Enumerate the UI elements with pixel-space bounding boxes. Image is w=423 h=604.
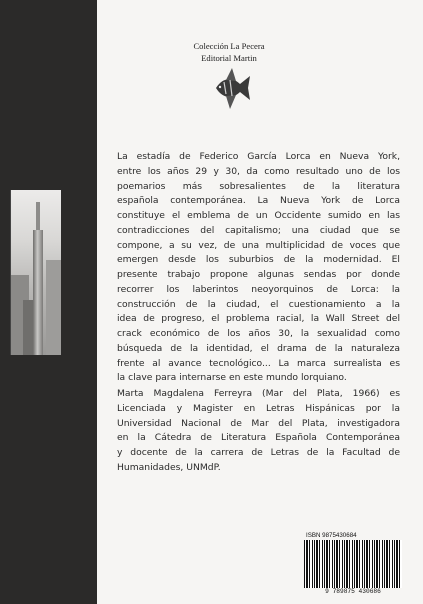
text-line: compone, a su vez, de una multiplicidad de voces que <box>117 239 400 251</box>
barcode-digits: 9 789875 430686 <box>325 588 381 595</box>
cityscape-photo <box>10 190 61 355</box>
collection-name: Colección La Pecera <box>193 41 265 51</box>
text-line: idea de progreso, el problema racial, la Wall Street del <box>117 313 400 325</box>
text-line: contradicciones del capitalismo; una ciudad que se <box>117 224 400 236</box>
text-line: Universidad Nacional de Mar del Plata, investigadora <box>117 417 400 429</box>
building-shape <box>46 260 61 355</box>
synopsis-paragraph <box>117 150 400 386</box>
text-line: frente al avance tecnológico... La marca surrealista es <box>117 357 400 369</box>
text-line: búsqueda de la identidad, el drama de la naturaleza <box>117 342 400 354</box>
publisher-name: Editorial Martin <box>201 53 257 63</box>
barcode-bars <box>304 540 402 588</box>
text-line: crack económico de los años 30, la sexualidad como <box>117 328 400 339</box>
skyscraper-spire <box>36 202 40 230</box>
text-line: la clave para internarse en este mundo lorquiano. <box>117 372 347 384</box>
text-line: presente trabajo propone algunas sendas por donde <box>117 269 400 280</box>
text-line: entre los años 29 y 30, da como resultado uno de los <box>117 165 400 177</box>
building-shape <box>23 300 33 355</box>
text-line: recorrer los laberintos neoyorquinos de Lorca: la <box>117 283 400 295</box>
text-line: construcción de la ciudad, el cuestionamiento a la <box>117 298 400 310</box>
publisher-header <box>175 40 283 64</box>
text-line: Licenciada y Magister en Letras Hispánicas por la <box>117 402 400 414</box>
text-line: poemarios más sobresalientes de la literatura <box>117 180 400 192</box>
dark-spine-band <box>0 0 97 604</box>
text-line: y docente de la carrera de Letras de la Facultad de <box>117 447 400 458</box>
text-line: en la Cátedra de Literatura Española Contemporánea <box>117 432 400 444</box>
text-line: La estadía de Federico García Lorca en Nueva York, <box>117 151 400 162</box>
text-line: Humanidades, UNMdP. <box>117 461 221 473</box>
author-bio-paragraph <box>117 387 400 476</box>
angelfish-icon <box>212 66 252 110</box>
isbn-barcode <box>303 532 403 598</box>
text-line: emergen desde los suburbios de la modernidad. El <box>117 254 400 266</box>
text-line: constituye el emblema de un Occidente sumido en las <box>117 210 400 221</box>
text-line: Marta Magdalena Ferreyra (Mar del Plata, 1966) es <box>117 388 400 399</box>
text-line: española contemporánea. La Nueva York de Lorca <box>117 195 400 207</box>
skyscraper-tower <box>33 230 43 355</box>
isbn-label: ISBN 9875430684 <box>306 532 357 539</box>
